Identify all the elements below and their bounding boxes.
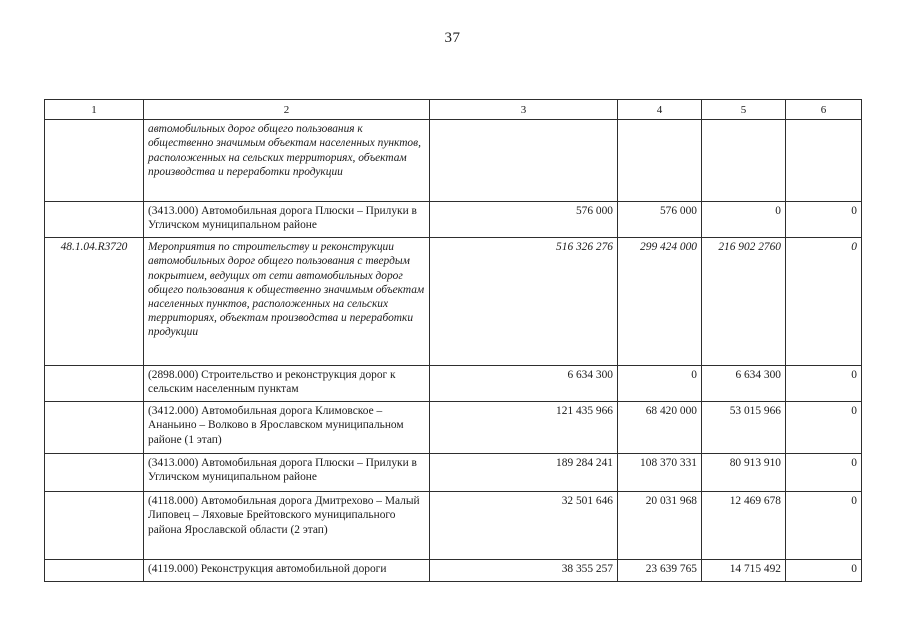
row-col4: 23 639 765 [618,560,702,582]
row-col6 [786,120,862,202]
row-col5: 0 [702,202,786,238]
row-code [45,560,144,582]
row-description: (4118.000) Автомобильная дорога Дмитрехово – Малый Липовец – Ляховые Брейтовского муниципального района Ярославской области (2 этап) [144,492,430,560]
row-col6: 0 [786,454,862,492]
row-col5: 80 913 910 [702,454,786,492]
row-col4: 576 000 [618,202,702,238]
row-col3: 516 326 276 [430,238,618,366]
row-col6: 0 [786,560,862,582]
row-description: (2898.000) Строительство и реконструкция дорог к сельским населенным пунктам [144,366,430,402]
row-code: 48.1.04.R3720 [45,238,144,366]
header-col-6: 6 [786,100,862,120]
header-col-3: 3 [430,100,618,120]
row-col6: 0 [786,238,862,366]
page-number: 37 [444,30,461,46]
row-col3: 32 501 646 [430,492,618,560]
row-col5: 6 634 300 [702,366,786,402]
row-code [45,120,144,202]
table-row [45,560,862,582]
header-col-1: 1 [45,100,144,120]
row-col3 [430,120,618,202]
row-description: (3412.000) Автомобильная дорога Климовское – Ананьино – Волково в Ярославском муниципальном районе (1 этап) [144,402,430,454]
row-col6: 0 [786,366,862,402]
row-col6: 0 [786,202,862,238]
row-code [45,202,144,238]
row-description: (4119.000) Реконструкция автомобильной дороги [144,560,430,582]
row-col3: 38 355 257 [430,560,618,582]
row-col4: 68 420 000 [618,402,702,454]
row-code [45,402,144,454]
row-col5: 216 902 2760 [702,238,786,366]
table-row [45,238,862,366]
header-col-4: 4 [618,100,702,120]
table-row [45,454,862,492]
row-col3: 189 284 241 [430,454,618,492]
table-row [45,120,862,202]
header-col-2: 2 [144,100,430,120]
row-description: (3413.000) Автомобильная дорога Плюски – Прилуки в Угличском муниципальном районе [144,202,430,238]
row-col3: 6 634 300 [430,366,618,402]
table-row [45,202,862,238]
row-col5: 12 469 678 [702,492,786,560]
row-description: Мероприятия по строительству и реконструкции автомобильных дорог общего пользования с твердым покрытием, ведущих от сети автомобильных дорог общего пользования к общественно значимым объектам населенных пунктов, расположенных на сельских территориях, объектам производства и переработки продукции [144,238,430,366]
row-col4 [618,120,702,202]
table-row [45,366,862,402]
row-col6: 0 [786,402,862,454]
row-col4: 299 424 000 [618,238,702,366]
row-col5 [702,120,786,202]
header-col-5: 5 [702,100,786,120]
row-col3: 121 435 966 [430,402,618,454]
row-col4: 108 370 331 [618,454,702,492]
header-row [45,100,862,120]
row-description: (3413.000) Автомобильная дорога Плюски – Прилуки в Угличском муниципальном районе [144,454,430,492]
row-col3: 576 000 [430,202,618,238]
row-code [45,492,144,560]
row-col5: 53 015 966 [702,402,786,454]
row-code [45,366,144,402]
row-description: автомобильных дорог общего пользования к общественно значимым объектам населенных пунктов, расположенных на сельских территориях, объектам производства и переработки продукции [144,120,430,202]
row-col4: 0 [618,366,702,402]
row-col5: 14 715 492 [702,560,786,582]
table-row [45,492,862,560]
row-col4: 20 031 968 [618,492,702,560]
table-row [45,402,862,454]
row-code [45,454,144,492]
row-col6: 0 [786,492,862,560]
budget-table [44,99,862,582]
